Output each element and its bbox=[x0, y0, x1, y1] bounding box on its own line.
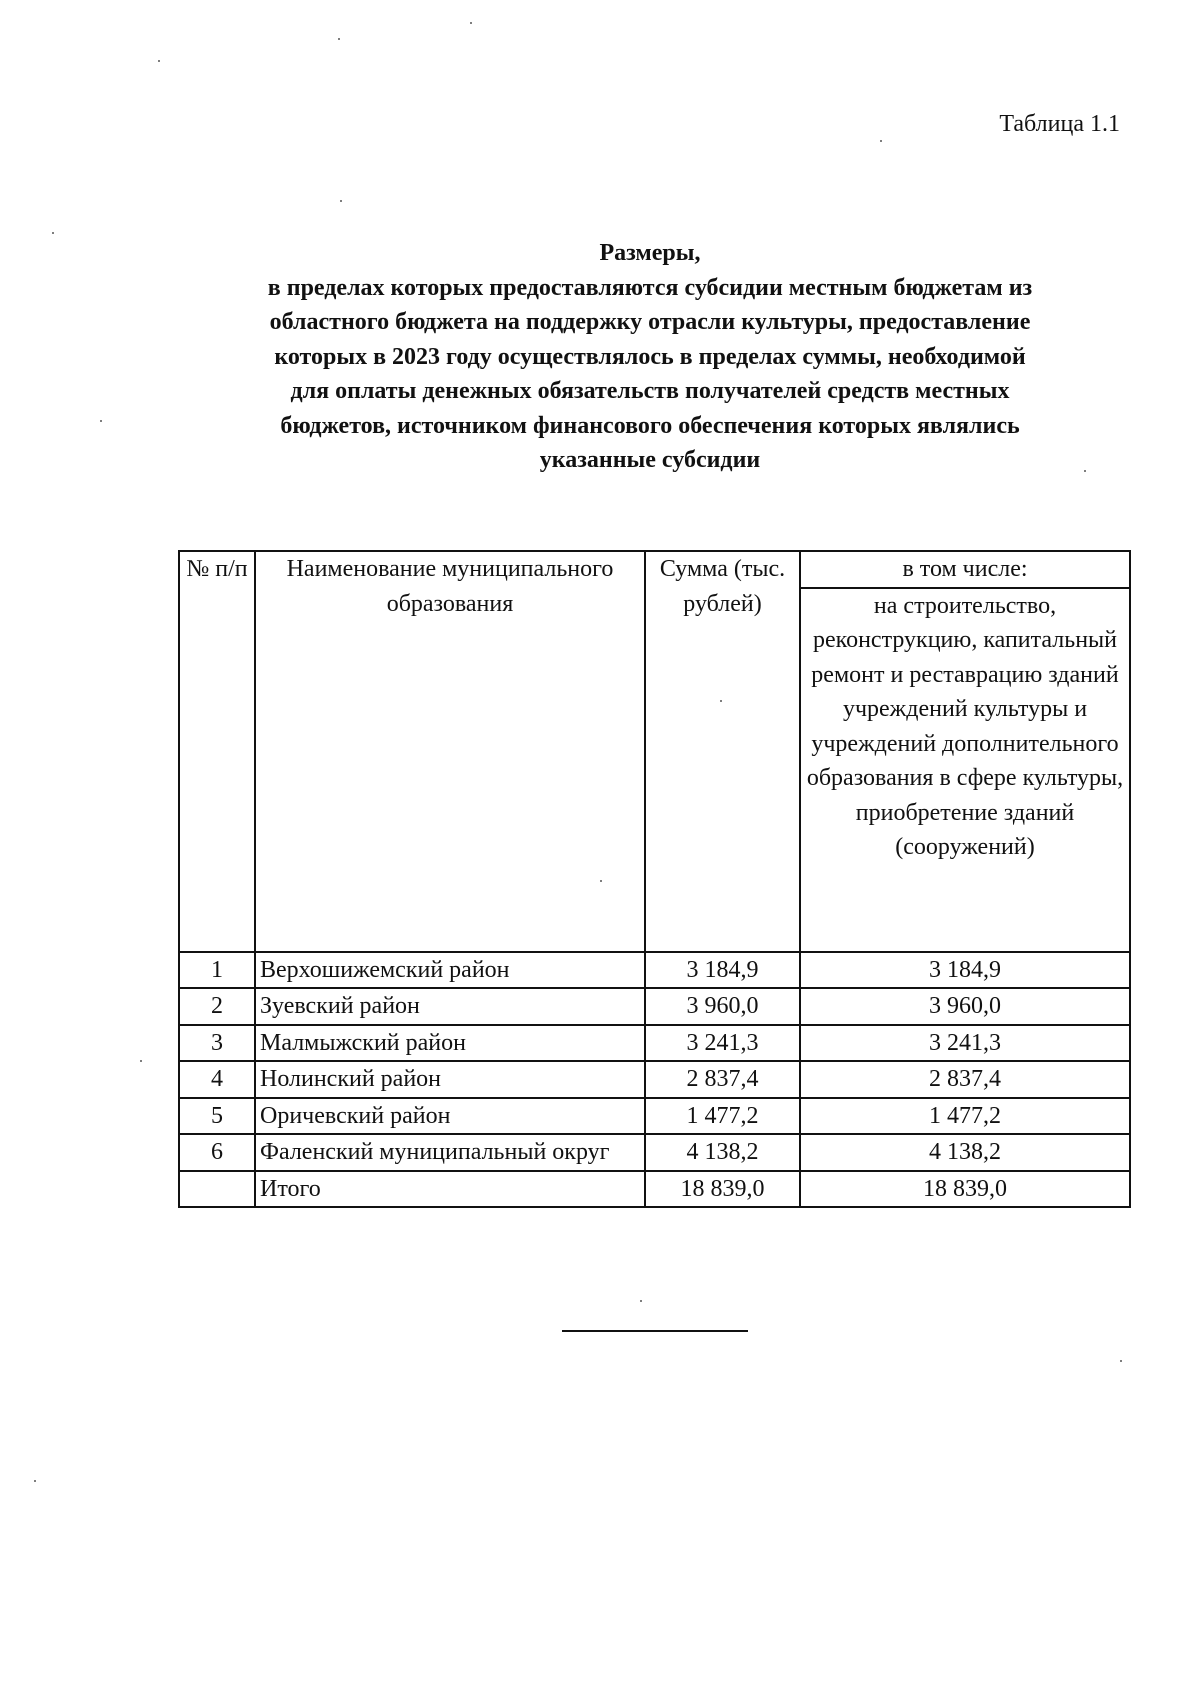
header-sum: Сумма (тыс. рублей) bbox=[645, 551, 800, 952]
heading-line: бюджетов, источником финансового обеспечения которых являлись bbox=[280, 412, 1020, 439]
scan-speck bbox=[100, 420, 102, 422]
table-row bbox=[179, 1025, 1130, 1062]
header-including: в том числе: bbox=[800, 551, 1130, 588]
row-sum: 3 184,9 bbox=[645, 952, 800, 989]
row-including: 4 138,2 bbox=[800, 1134, 1130, 1171]
total-including: 18 839,0 bbox=[800, 1171, 1130, 1208]
total-label: Итого bbox=[255, 1171, 645, 1208]
heading-line: в пределах которых предоставляются субсидии местным бюджетам из bbox=[267, 274, 1033, 301]
row-number: 6 bbox=[179, 1134, 255, 1171]
total-number bbox=[179, 1171, 255, 1208]
row-municipality: Верхошижемский район bbox=[255, 952, 645, 989]
table-number-label: Таблица 1.1 bbox=[999, 111, 1120, 137]
heading-line: Размеры, bbox=[599, 240, 701, 266]
row-municipality: Оричевский район bbox=[255, 1098, 645, 1135]
scan-speck bbox=[338, 38, 340, 40]
header-including-detail: на строительство, реконструкцию, капитальный ремонт и реставрацию зданий учреждений культуры и учреждений дополнительного образования в сфере культуры, приобретение зданий (сооружений) bbox=[800, 588, 1130, 952]
row-including: 3 184,9 bbox=[800, 952, 1130, 989]
header-municipality: Наименование муниципального образования bbox=[255, 551, 645, 952]
row-including: 1 477,2 bbox=[800, 1098, 1130, 1135]
row-municipality: Нолинский район bbox=[255, 1061, 645, 1098]
scan-speck bbox=[34, 1480, 36, 1482]
heading-line: указанные субсидии bbox=[539, 447, 761, 473]
row-sum: 1 477,2 bbox=[645, 1098, 800, 1135]
table-row bbox=[179, 952, 1130, 989]
table-row bbox=[179, 1061, 1130, 1098]
row-number: 1 bbox=[179, 952, 255, 989]
table-row bbox=[179, 988, 1130, 1025]
scan-speck bbox=[340, 200, 342, 202]
row-sum: 3 241,3 bbox=[645, 1025, 800, 1062]
table-total-row bbox=[179, 1171, 1130, 1208]
row-sum: 4 138,2 bbox=[645, 1134, 800, 1171]
scan-speck bbox=[1084, 470, 1086, 472]
row-number: 3 bbox=[179, 1025, 255, 1062]
row-number: 5 bbox=[179, 1098, 255, 1135]
total-sum: 18 839,0 bbox=[645, 1171, 800, 1208]
document-heading bbox=[170, 236, 1130, 478]
scan-speck bbox=[640, 1300, 642, 1302]
subsidies-table bbox=[178, 550, 1131, 1208]
scan-speck bbox=[52, 232, 54, 234]
scan-speck bbox=[880, 140, 882, 142]
scan-speck bbox=[470, 22, 472, 24]
row-including: 3 241,3 bbox=[800, 1025, 1130, 1062]
row-including: 3 960,0 bbox=[800, 988, 1130, 1025]
row-sum: 2 837,4 bbox=[645, 1061, 800, 1098]
heading-line: областного бюджета на поддержку отрасли культуры, предоставление bbox=[269, 309, 1031, 335]
header-number: № п/п bbox=[179, 551, 255, 952]
closing-rule-line bbox=[562, 1330, 748, 1332]
scan-speck bbox=[600, 880, 602, 882]
row-number: 4 bbox=[179, 1061, 255, 1098]
row-sum: 3 960,0 bbox=[645, 988, 800, 1025]
table-row bbox=[179, 1098, 1130, 1135]
row-including: 2 837,4 bbox=[800, 1061, 1130, 1098]
heading-line: которых в 2023 году осуществлялось в пределах суммы, необходимой bbox=[274, 343, 1026, 370]
scan-speck bbox=[720, 700, 722, 702]
scan-speck bbox=[1120, 1360, 1122, 1362]
row-municipality: Фаленский муниципальный округ bbox=[255, 1134, 645, 1171]
row-number: 2 bbox=[179, 988, 255, 1025]
scan-speck bbox=[158, 60, 160, 62]
row-municipality: Зуевский район bbox=[255, 988, 645, 1025]
heading-line: для оплаты денежных обязательств получателей средств местных bbox=[290, 378, 1010, 404]
scan-speck bbox=[140, 1060, 142, 1062]
table-row bbox=[179, 1134, 1130, 1171]
row-municipality: Малмыжский район bbox=[255, 1025, 645, 1062]
